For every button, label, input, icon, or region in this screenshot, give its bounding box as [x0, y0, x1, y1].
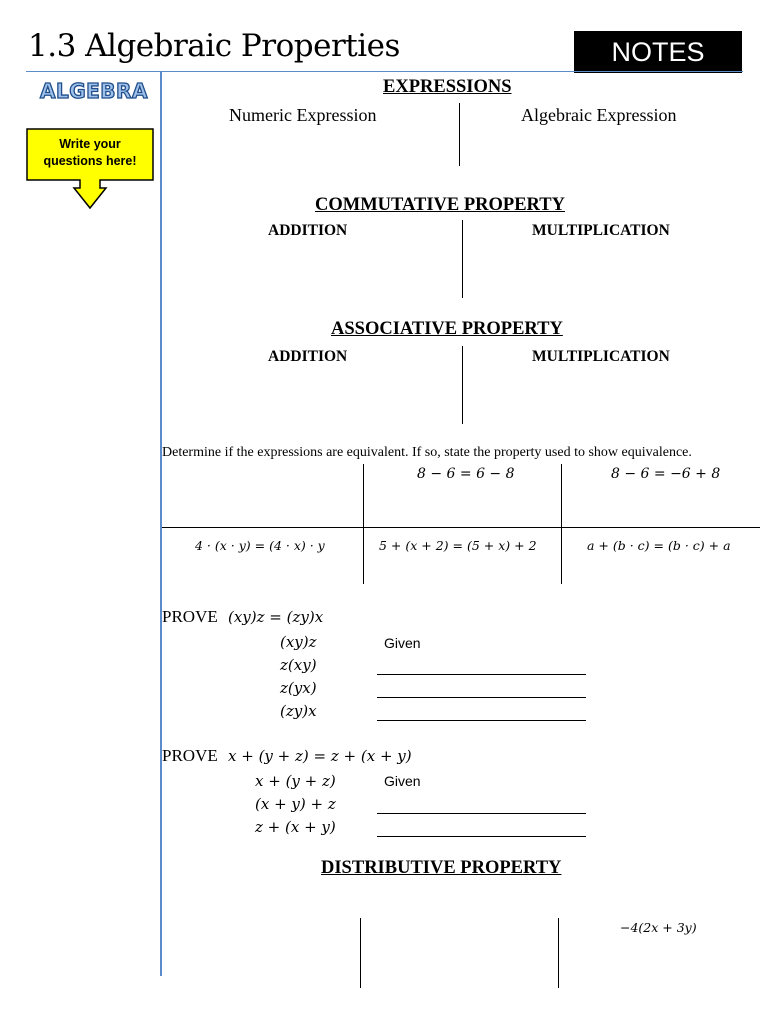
proof2-step: z + (x + y) [255, 818, 336, 836]
proof1-statement: (xy)z = (zy)x [228, 608, 324, 626]
distributive-heading: DISTRIBUTIVE PROPERTY [321, 858, 562, 878]
table-divider [363, 464, 364, 584]
distributive-example: −4(2x + 3y) [620, 920, 697, 935]
header-divider [26, 71, 743, 72]
table-divider [561, 464, 562, 584]
table-cell: a + (b · c) = (b · c) + a [587, 538, 731, 553]
proof1-step: (xy)z [280, 633, 317, 651]
callout-text: Write your questions here! [43, 137, 137, 168]
expressions-divider [459, 103, 460, 166]
algebraic-expression-label: Algebraic Expression [521, 105, 677, 125]
margin-divider [160, 71, 162, 976]
commutative-addition-label: ADDITION [268, 222, 348, 239]
distributive-divider [558, 918, 559, 988]
notes-badge: NOTES [574, 31, 742, 73]
commutative-divider [462, 220, 463, 298]
proof2-label: PROVE [162, 746, 218, 765]
equivalence-instruction: Determine if the expressions are equivalent. If so, state the property used to show equivalence. [162, 445, 692, 460]
table-cell: 8 − 6 = −6 + 8 [611, 466, 721, 482]
table-row-divider [162, 527, 760, 528]
proof2-reason-blank[interactable] [377, 836, 586, 837]
proof1-step: z(yx) [280, 679, 317, 697]
proof1-label: PROVE [162, 607, 218, 626]
commutative-multiplication-label: MULTIPLICATION [532, 222, 670, 239]
associative-heading: ASSOCIATIVE PROPERTY [331, 319, 563, 339]
proof1-reason-given: Given [384, 635, 421, 651]
proof2-statement: x + (y + z) = z + (x + y) [228, 747, 412, 765]
associative-divider [462, 346, 463, 424]
proof2-reason-given: Given [384, 773, 421, 789]
associative-multiplication-label: MULTIPLICATION [532, 348, 670, 365]
associative-addition-label: ADDITION [268, 348, 348, 365]
table-cell: 8 − 6 = 6 − 8 [417, 466, 515, 482]
table-cell: 4 · (x · y) = (4 · x) · y [195, 538, 325, 553]
proof1-reason-blank[interactable] [377, 720, 586, 721]
proof1-step: z(xy) [280, 656, 317, 674]
distributive-divider [360, 918, 361, 988]
expressions-heading: EXPRESSIONS [383, 77, 512, 97]
page-title: 1.3 Algebraic Properties [28, 28, 400, 64]
proof2-reason-blank[interactable] [377, 813, 586, 814]
proof1-reason-blank[interactable] [377, 697, 586, 698]
proof2-step: x + (y + z) [255, 772, 336, 790]
algebra-logo: ALGEBRA [40, 79, 148, 103]
table-cell: 5 + (x + 2) = (5 + x) + 2 [379, 538, 537, 553]
commutative-heading: COMMUTATIVE PROPERTY [315, 195, 565, 215]
numeric-expression-label: Numeric Expression [229, 105, 377, 125]
proof1-step: (zy)x [280, 702, 317, 720]
proof2-step: (x + y) + z [255, 795, 336, 813]
proof1-reason-blank[interactable] [377, 674, 586, 675]
